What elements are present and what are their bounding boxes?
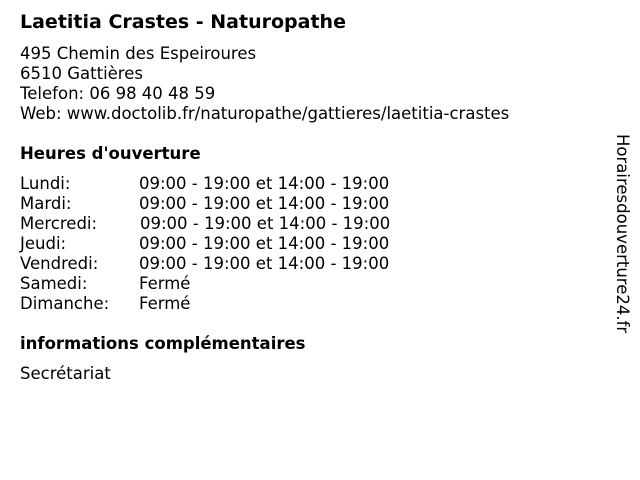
business-name: Laetitia Crastes - Naturopathe: [20, 11, 346, 33]
address-city: 6510 Gattières: [20, 64, 143, 83]
opening-hours-heading: Heures d'ouverture: [20, 144, 201, 163]
site-watermark: Horairesdouverture24.fr: [613, 134, 632, 334]
day-label: Samedi:: [20, 274, 88, 293]
day-hours: Fermé: [139, 274, 191, 293]
opening-hours-table: [20, 174, 440, 314]
contact-block: [20, 44, 509, 124]
day-label: Dimanche:: [20, 294, 110, 313]
day-label: Mercredi:: [20, 214, 98, 233]
hours-row-thursday: [20, 234, 440, 254]
day-label: Mardi:: [20, 194, 72, 213]
day-hours: 09:00 - 19:00 et 14:00 - 19:00: [139, 174, 390, 193]
day-label: Vendredi:: [20, 254, 99, 273]
day-hours: 09:00 - 19:00 et 14:00 - 19:00: [139, 234, 390, 253]
day-label: Jeudi:: [20, 234, 67, 253]
day-hours: 09:00 - 19:00 et 14:00 - 19:00: [140, 214, 391, 233]
additional-info-heading: informations complémentaires: [20, 334, 306, 353]
website-link[interactable]: Web: www.doctolib.fr/naturopathe/gattieres/laetitia-crastes: [20, 104, 510, 123]
additional-info-text: Secrétariat: [20, 364, 111, 383]
day-label: Lundi:: [20, 174, 71, 193]
day-hours: 09:00 - 19:00 et 14:00 - 19:00: [139, 254, 390, 273]
address-street: 495 Chemin des Espeiroures: [20, 44, 257, 63]
day-hours: Fermé: [139, 294, 191, 313]
hours-row-saturday: [20, 274, 440, 294]
hours-row-tuesday: [20, 194, 440, 214]
day-hours: 09:00 - 19:00 et 14:00 - 19:00: [139, 194, 390, 213]
hours-row-friday: [20, 254, 440, 274]
hours-row-monday: [20, 174, 440, 194]
hours-row-wednesday: [20, 214, 440, 234]
phone-number: Telefon: 06 98 40 48 59: [20, 84, 216, 103]
hours-row-sunday: [20, 294, 440, 314]
